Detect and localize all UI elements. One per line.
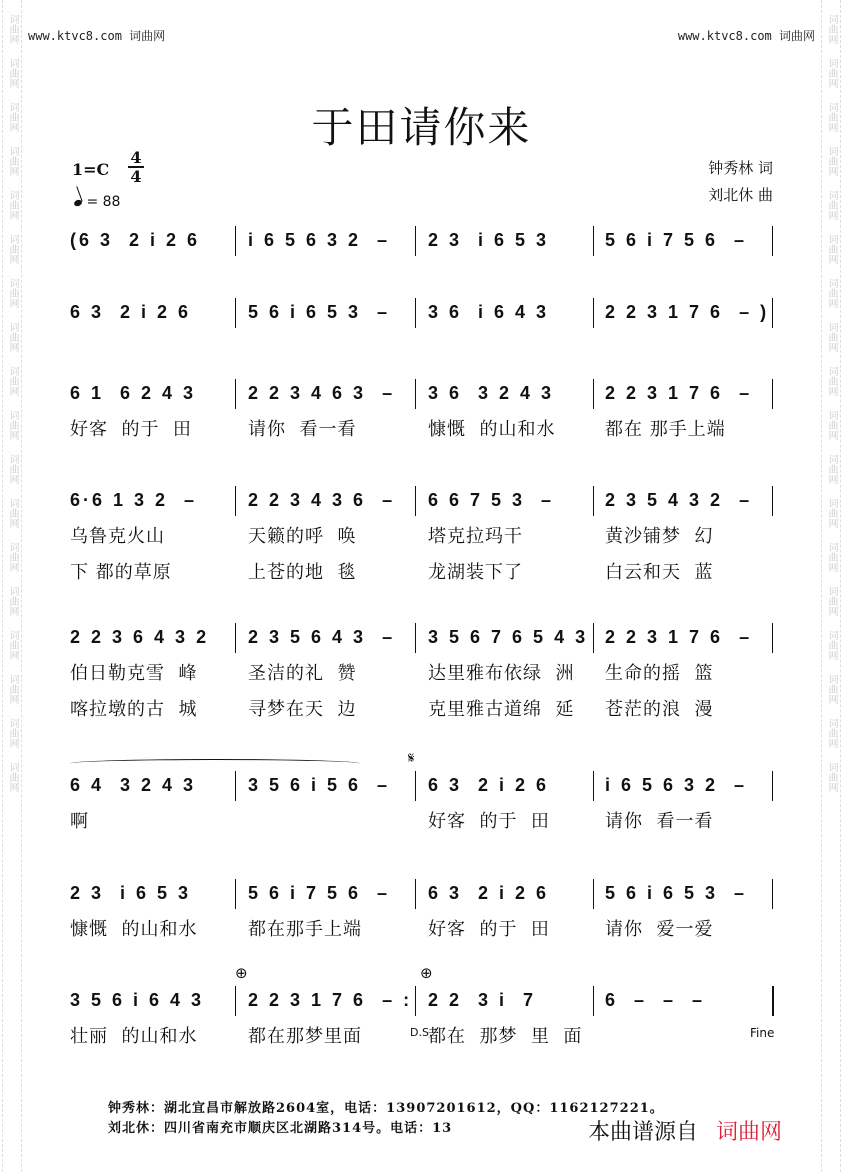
- source-prefix: 本曲谱源自: [588, 1120, 699, 1145]
- lyric-text: 寻梦在天 边: [248, 699, 357, 720]
- watermark-glyph: 词曲网: [826, 762, 837, 792]
- measure: 2 2 3 1 7 6 –: [605, 627, 753, 647]
- score-row: [60, 230, 780, 270]
- lyric-text: 克里雅古道绵 延: [428, 699, 575, 720]
- watermark-glyph: 词曲网: [7, 366, 18, 396]
- measure: 2 2 3 1 7 6 – ): [605, 302, 770, 322]
- credits: [708, 155, 773, 209]
- composer: 刘北休 曲: [708, 186, 773, 204]
- lyric-text: 好客 的于 田: [70, 419, 192, 440]
- tempo-value: = 88: [86, 194, 121, 210]
- measure: 3 6 i 6 4 3: [428, 302, 550, 322]
- score-row: [60, 383, 780, 440]
- watermark-glyph: 词曲网: [7, 718, 18, 748]
- lyric-text: 喀拉墩的古 城: [70, 699, 198, 720]
- footer-contact-1: 钟秀林：湖北宜昌市解放路2604室，电话：13907201612，QQ：1162127221。: [108, 1101, 664, 1116]
- watermark-glyph: 词曲网: [7, 498, 18, 528]
- measure: 6 3 2 i 2 6: [428, 775, 550, 795]
- lyric-text: 慷慨 的山和水: [428, 419, 556, 440]
- barline: [415, 298, 416, 328]
- lyric-text: 都在 那梦 里 面: [428, 1026, 583, 1047]
- barline: [772, 298, 773, 328]
- lyric-text: 请你 看一看: [248, 419, 357, 440]
- lyric-text: 都在那梦里面: [248, 1026, 362, 1047]
- measure: 5 6 i 7 5 6 –: [248, 883, 391, 903]
- lyric-text: 上苍的地 毯: [248, 562, 357, 583]
- measure: 2 2 3 4 3 6 –: [248, 490, 396, 510]
- time-signature: [128, 150, 144, 184]
- watermark-glyph: 词曲网: [7, 674, 18, 704]
- song-title: 于田请你来: [311, 103, 532, 152]
- barline: [235, 879, 236, 909]
- measure: 6 1 6 2 4 3: [70, 383, 197, 403]
- measure: 3 5 6 i 5 6 –: [248, 775, 391, 795]
- lyric-text: 都在那手上端: [248, 919, 362, 940]
- barline: [772, 486, 773, 516]
- barline: [593, 298, 594, 328]
- score-row: [60, 490, 780, 583]
- watermark-glyph: 词曲网: [7, 542, 18, 572]
- lyric-text: 啊: [70, 811, 89, 832]
- barline: [772, 379, 773, 409]
- watermark-glyph: 词曲网: [826, 146, 837, 176]
- watermark-glyph: 词曲网: [826, 234, 837, 264]
- watermark-glyph: 词曲网: [826, 58, 837, 88]
- measure: i 6 5 6 3 2 –: [605, 775, 748, 795]
- watermark-glyph: 词曲网: [826, 366, 837, 396]
- barline: [593, 486, 594, 516]
- barline: [235, 379, 236, 409]
- lyric-text: 圣洁的礼 赞: [248, 663, 357, 684]
- lyric-text: 请你 爱一爱: [605, 919, 714, 940]
- barline: [415, 623, 416, 653]
- barline: [235, 226, 236, 256]
- barline: [593, 226, 594, 256]
- site-url-left[interactable]: www.ktvc8.com 词曲网: [28, 29, 166, 43]
- watermark-glyph: 词曲网: [7, 278, 18, 308]
- barline: [593, 879, 594, 909]
- measure: 6 3 2 i 2 6: [428, 883, 550, 903]
- barline: [593, 623, 594, 653]
- score-row: [60, 749, 780, 832]
- lyric-text: 黄沙铺梦 幻: [605, 526, 714, 547]
- measure: 2 2 3 i 7: [428, 990, 537, 1010]
- measure: 2 2 3 6 4 3 2: [70, 627, 210, 647]
- lyric-text: 请你 看一看: [605, 811, 714, 832]
- measure: 6 – – –: [605, 990, 706, 1010]
- barline: [593, 771, 594, 801]
- lyric-text: 好客 的于 田: [428, 811, 550, 832]
- barline: [415, 226, 416, 256]
- watermark-glyph: 词曲网: [826, 278, 837, 308]
- segno-icon: 𝄋: [408, 749, 415, 767]
- lyric-text: 乌鲁克火山: [70, 526, 165, 547]
- lyric-text: 都在 那手上端: [605, 419, 726, 440]
- score-row: [60, 883, 780, 940]
- watermark-glyph: 词曲网: [7, 322, 18, 352]
- barline: [235, 486, 236, 516]
- measure: 6·6 1 3 2 –: [70, 490, 198, 510]
- watermark-glyph: 词曲网: [7, 190, 18, 220]
- lyric-text: 生命的摇 篮: [605, 663, 714, 684]
- watermark-glyph: 词曲网: [7, 762, 18, 792]
- watermark-glyph: 词曲网: [826, 322, 837, 352]
- watermark-glyph: 词曲网: [7, 58, 18, 88]
- watermark-strip-left: [2, 0, 22, 1172]
- ds-marking: D.S.: [410, 1026, 433, 1039]
- measure: 2 3 i 6 5 3: [428, 230, 550, 250]
- quarter-note-icon: [73, 199, 83, 207]
- barline: [772, 771, 773, 801]
- measure: 2 3 i 6 5 3: [70, 883, 192, 903]
- barline: [593, 379, 594, 409]
- watermark-glyph: 词曲网: [7, 630, 18, 660]
- site-url-right[interactable]: www.ktvc8.com 词曲网: [677, 29, 815, 43]
- lyric-text: 苍茫的浪 漫: [605, 699, 714, 720]
- watermark-glyph: 词曲网: [7, 410, 18, 440]
- source-site[interactable]: 词曲网: [716, 1120, 783, 1145]
- barline: [415, 771, 416, 801]
- lyric-text: 白云和天 蓝: [605, 562, 714, 583]
- measure: (6 3 2 i 2 6: [70, 230, 201, 250]
- measure: 3 6 3 2 4 3: [428, 383, 555, 403]
- lyric-text: 下 都的草原: [70, 562, 172, 583]
- score-row: [60, 302, 780, 342]
- watermark-glyph: 词曲网: [826, 454, 837, 484]
- score-row: [60, 964, 780, 1047]
- measure: i 6 5 6 3 2 –: [248, 230, 391, 250]
- lyric-text: 伯日勒克雪 峰: [70, 663, 198, 684]
- watermark-glyph: 词曲网: [7, 146, 18, 176]
- barline: [415, 379, 416, 409]
- measure: 2 3 5 6 4 3 –: [248, 627, 396, 647]
- measure: 2 2 3 1 7 6 –: [605, 383, 753, 403]
- measure: 5 6 i 7 5 6 –: [605, 230, 748, 250]
- lyric-text: 龙湖装下了: [428, 562, 523, 583]
- watermark-glyph: 词曲网: [826, 674, 837, 704]
- measure: 5 6 i 6 5 3 –: [248, 302, 391, 322]
- barline: [772, 623, 773, 653]
- key-signature: 1=C: [72, 160, 110, 179]
- watermark-glyph: 词曲网: [826, 410, 837, 440]
- barline: [772, 226, 773, 256]
- measure: 2 2 3 4 6 3 –: [248, 383, 396, 403]
- watermark-glyph: 词曲网: [826, 542, 837, 572]
- watermark-strip-right: [821, 0, 841, 1172]
- measure: 2 3 5 4 3 2 –: [605, 490, 753, 510]
- score-row: [60, 627, 780, 720]
- barline: [415, 986, 416, 1016]
- watermark-glyph: 词曲网: [7, 586, 18, 616]
- phrase-slur: [70, 759, 360, 768]
- lyricist: 钟秀林 词: [708, 159, 773, 177]
- measure: 6 6 7 5 3 –: [428, 490, 555, 510]
- barline: [235, 623, 236, 653]
- barline: [235, 986, 236, 1016]
- measure: 6 4 3 2 4 3: [70, 775, 197, 795]
- fine-marking: Fine: [750, 1026, 775, 1040]
- watermark-glyph: 词曲网: [826, 586, 837, 616]
- lyric-text: 天籁的呼 唤: [248, 526, 357, 547]
- coda-icon: ⊕: [420, 964, 433, 982]
- barline: [593, 986, 594, 1016]
- barline: [415, 486, 416, 516]
- coda-icon: ⊕: [235, 964, 248, 982]
- watermark-glyph: 词曲网: [7, 454, 18, 484]
- watermark-glyph: 词曲网: [826, 718, 837, 748]
- barline: [415, 879, 416, 909]
- watermark-glyph: 词曲网: [7, 234, 18, 264]
- barline: [772, 986, 774, 1016]
- watermark-glyph: 词曲网: [826, 102, 837, 132]
- measure: 5 6 i 6 5 3 –: [605, 883, 748, 903]
- watermark-glyph: 词曲网: [826, 14, 837, 44]
- watermark-glyph: 词曲网: [826, 498, 837, 528]
- source-credit[interactable]: [588, 1115, 782, 1146]
- lyric-text: 塔克拉玛干: [428, 526, 523, 547]
- watermark-glyph: 词曲网: [826, 190, 837, 220]
- barline: [235, 298, 236, 328]
- lyric-text: 壮丽 的山和水: [70, 1026, 198, 1047]
- time-denominator: 4: [130, 167, 142, 186]
- footer-contact-2: 刘北休：四川省南充市顺庆区北湖路314号。电话：13: [108, 1121, 453, 1136]
- lyric-text: 达里雅布依绿 洲: [428, 663, 575, 684]
- time-numerator: 4: [130, 148, 142, 167]
- lyric-text: 慷慨 的山和水: [70, 919, 198, 940]
- watermark-glyph: 词曲网: [7, 102, 18, 132]
- measure: 2 2 3 1 7 6 – :: [248, 990, 413, 1010]
- barline: [772, 879, 773, 909]
- lyric-text: 好客 的于 田: [428, 919, 550, 940]
- measure: 6 3 2 i 2 6: [70, 302, 192, 322]
- watermark-glyph: 词曲网: [7, 14, 18, 44]
- measure: 3 5 6 7 6 5 4 3: [428, 627, 589, 647]
- watermark-glyph: 词曲网: [826, 630, 837, 660]
- measure: 3 5 6 i 6 4 3: [70, 990, 205, 1010]
- barline: [235, 771, 236, 801]
- tempo-marking: [74, 194, 120, 210]
